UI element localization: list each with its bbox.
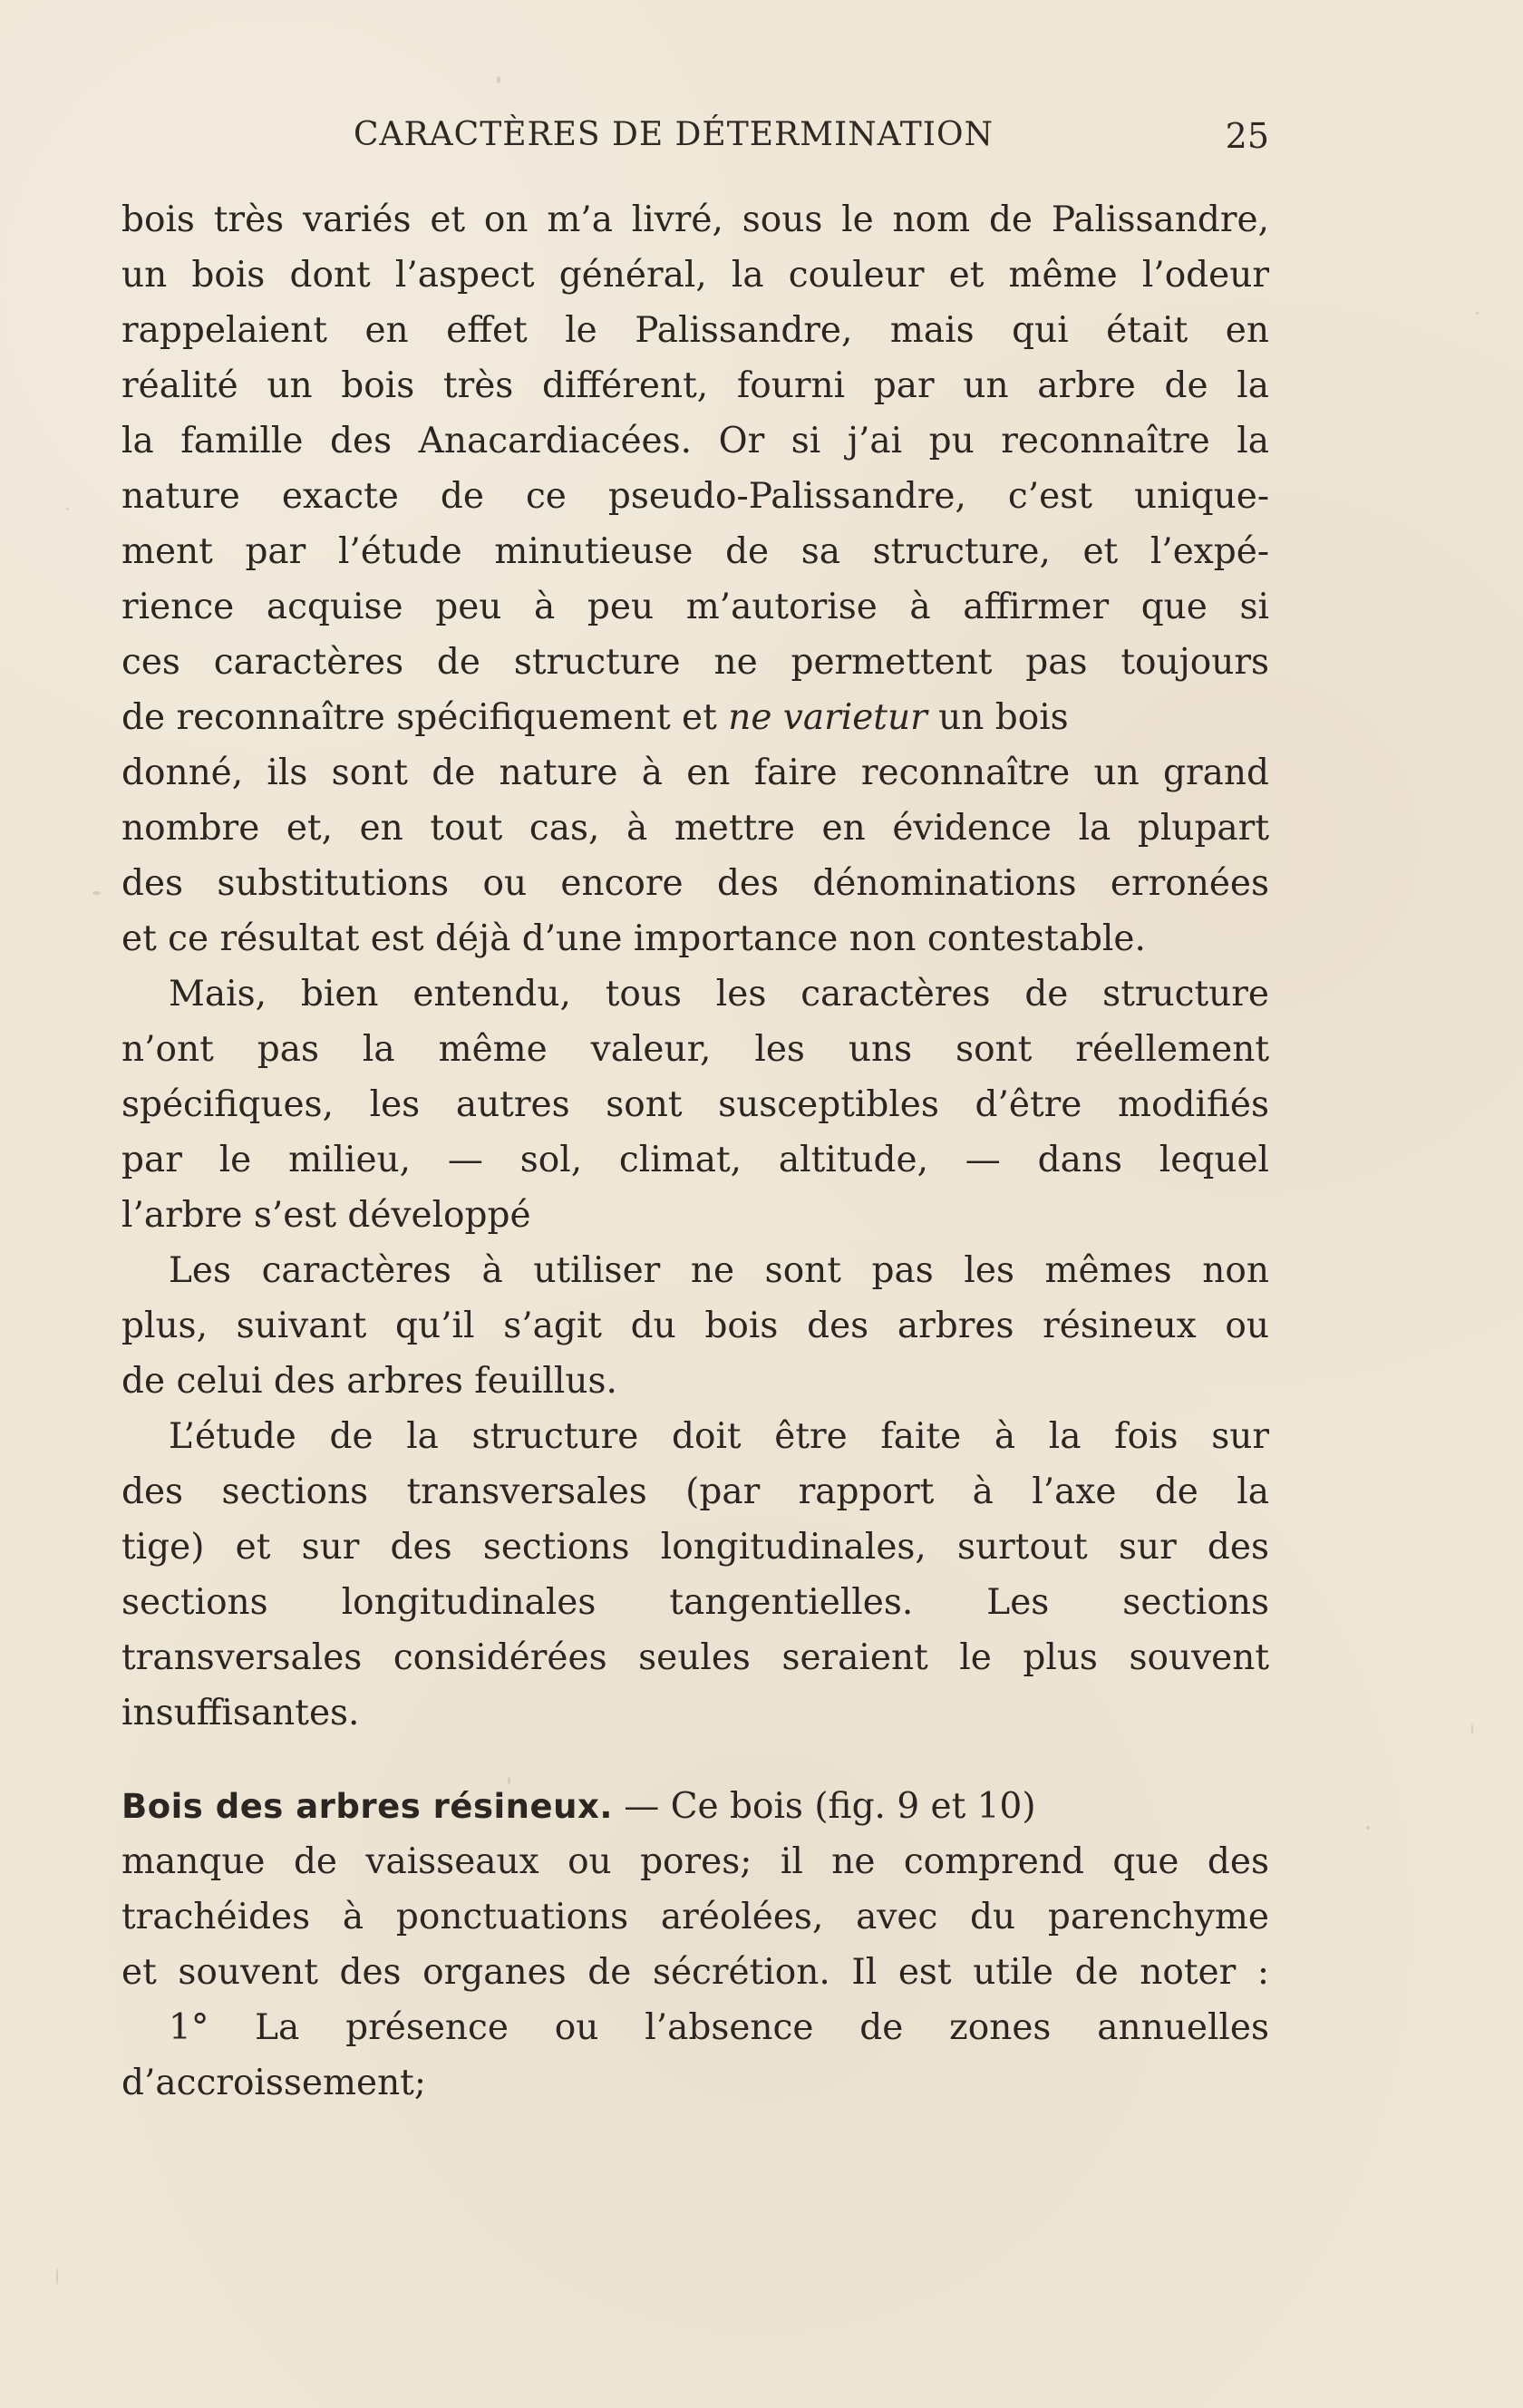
text-line: ment par l’étude minutieuse de sa structure, et l’expé- bbox=[121, 531, 1269, 572]
text-line: rappelaient en effet le Palissandre, mais qui était en bbox=[121, 310, 1269, 351]
text-line: de celui des arbres feuillus. bbox=[121, 1361, 617, 1402]
text-line: l’arbre s’est développé bbox=[121, 1195, 531, 1236]
section-heading-line bbox=[121, 1779, 1269, 1834]
text-line: des sections transversales (par rapport à l’axe de la bbox=[121, 1471, 1269, 1512]
paper-speck bbox=[1471, 1723, 1473, 1734]
text-line: par le milieu, — sol, climat, altitude, — dans lequel bbox=[121, 1140, 1269, 1180]
paper-speck bbox=[497, 76, 500, 83]
text-line: nature exacte de ce pseudo-Palissandre, c’est unique- bbox=[121, 476, 1269, 517]
text-line-with-italic bbox=[121, 690, 1269, 745]
text-line: la famille des Anacardiacées. Or si j’ai pu reconnaître la bbox=[121, 421, 1269, 461]
paper-speck bbox=[1366, 1826, 1370, 1830]
paper-speck bbox=[92, 891, 101, 895]
section-title: Bois des arbres résineux. bbox=[121, 1787, 613, 1826]
text-line: tige) et sur des sections longitudinales, surtout sur des bbox=[121, 1527, 1269, 1568]
text-line: réalité un bois très différent, fourni par un arbre de la bbox=[121, 365, 1269, 406]
text-fragment: un bois bbox=[938, 697, 1069, 738]
text-line: ces caractères de structure ne permettent pas toujours bbox=[121, 642, 1269, 683]
text-line: nombre et, en tout cas, à mettre en évidence la plupart bbox=[121, 808, 1269, 849]
text-line: et ce résultat est déjà d’une importance non contestable. bbox=[121, 918, 1146, 959]
text-line: donné, ils sont de nature à en faire reconnaître un grand bbox=[121, 752, 1269, 793]
page-number: 25 bbox=[1225, 116, 1269, 156]
text-line: rience acquise peu à peu m’autorise à affirmer que si bbox=[121, 587, 1269, 627]
text-line: transversales considérées seules seraient le plus souvent bbox=[121, 1637, 1269, 1678]
paper-speck bbox=[66, 508, 69, 510]
paragraph-start: Mais, bien entendu, tous les caractères de structure bbox=[169, 974, 1269, 1015]
text-line: insuffisantes. bbox=[121, 1693, 360, 1733]
list-item: 1° La présence ou l’absence de zones annuelles bbox=[169, 2007, 1269, 2048]
page-header bbox=[354, 116, 1278, 161]
italic-phrase: ne varietur bbox=[728, 697, 927, 738]
running-title: CARACTÈRES DE DÉTERMINATION bbox=[354, 116, 994, 153]
text-line: trachéides à ponctuations aréolées, avec du parenchyme bbox=[121, 1897, 1269, 1937]
text-line: un bois dont l’aspect général, la couleur et même l’odeur bbox=[121, 255, 1269, 296]
text-line: plus, suivant qu’il s’agit du bois des arbres résineux ou bbox=[121, 1306, 1269, 1346]
text-line: sections longitudinales tangentielles. Les sections bbox=[121, 1582, 1269, 1623]
text-line: et souvent des organes de sécrétion. Il est utile de noter : bbox=[121, 1952, 1269, 1993]
paper-speck bbox=[508, 1777, 510, 1784]
main-text bbox=[121, 192, 1269, 2111]
text-line: d’accroissement; bbox=[121, 2063, 426, 2103]
text-line: n’ont pas la même valeur, les uns sont réellement bbox=[121, 1029, 1269, 1070]
paragraph-start: Les caractères à utiliser ne sont pas les mêmes non bbox=[169, 1250, 1269, 1291]
text-line: manque de vaisseaux ou pores; il ne comprend que des bbox=[121, 1841, 1269, 1882]
text-line: des substitutions ou encore des dénominations erronées bbox=[121, 863, 1269, 904]
text-line: bois très variés et on m’a livré, sous le nom de Palissandre, bbox=[121, 199, 1269, 240]
section-spacer bbox=[121, 1741, 1269, 1779]
paper-speck bbox=[1476, 312, 1479, 315]
section-heading-text: — Ce bois (fig. 9 et 10) bbox=[624, 1786, 1036, 1827]
paragraph-start: L’étude de la structure doit être faite à la fois sur bbox=[169, 1416, 1269, 1457]
text-fragment: de reconnaître spécifiquement et bbox=[121, 697, 717, 738]
text-line: spécifiques, les autres sont susceptibles d’être modifiés bbox=[121, 1084, 1269, 1125]
paper-speck bbox=[56, 2268, 58, 2285]
